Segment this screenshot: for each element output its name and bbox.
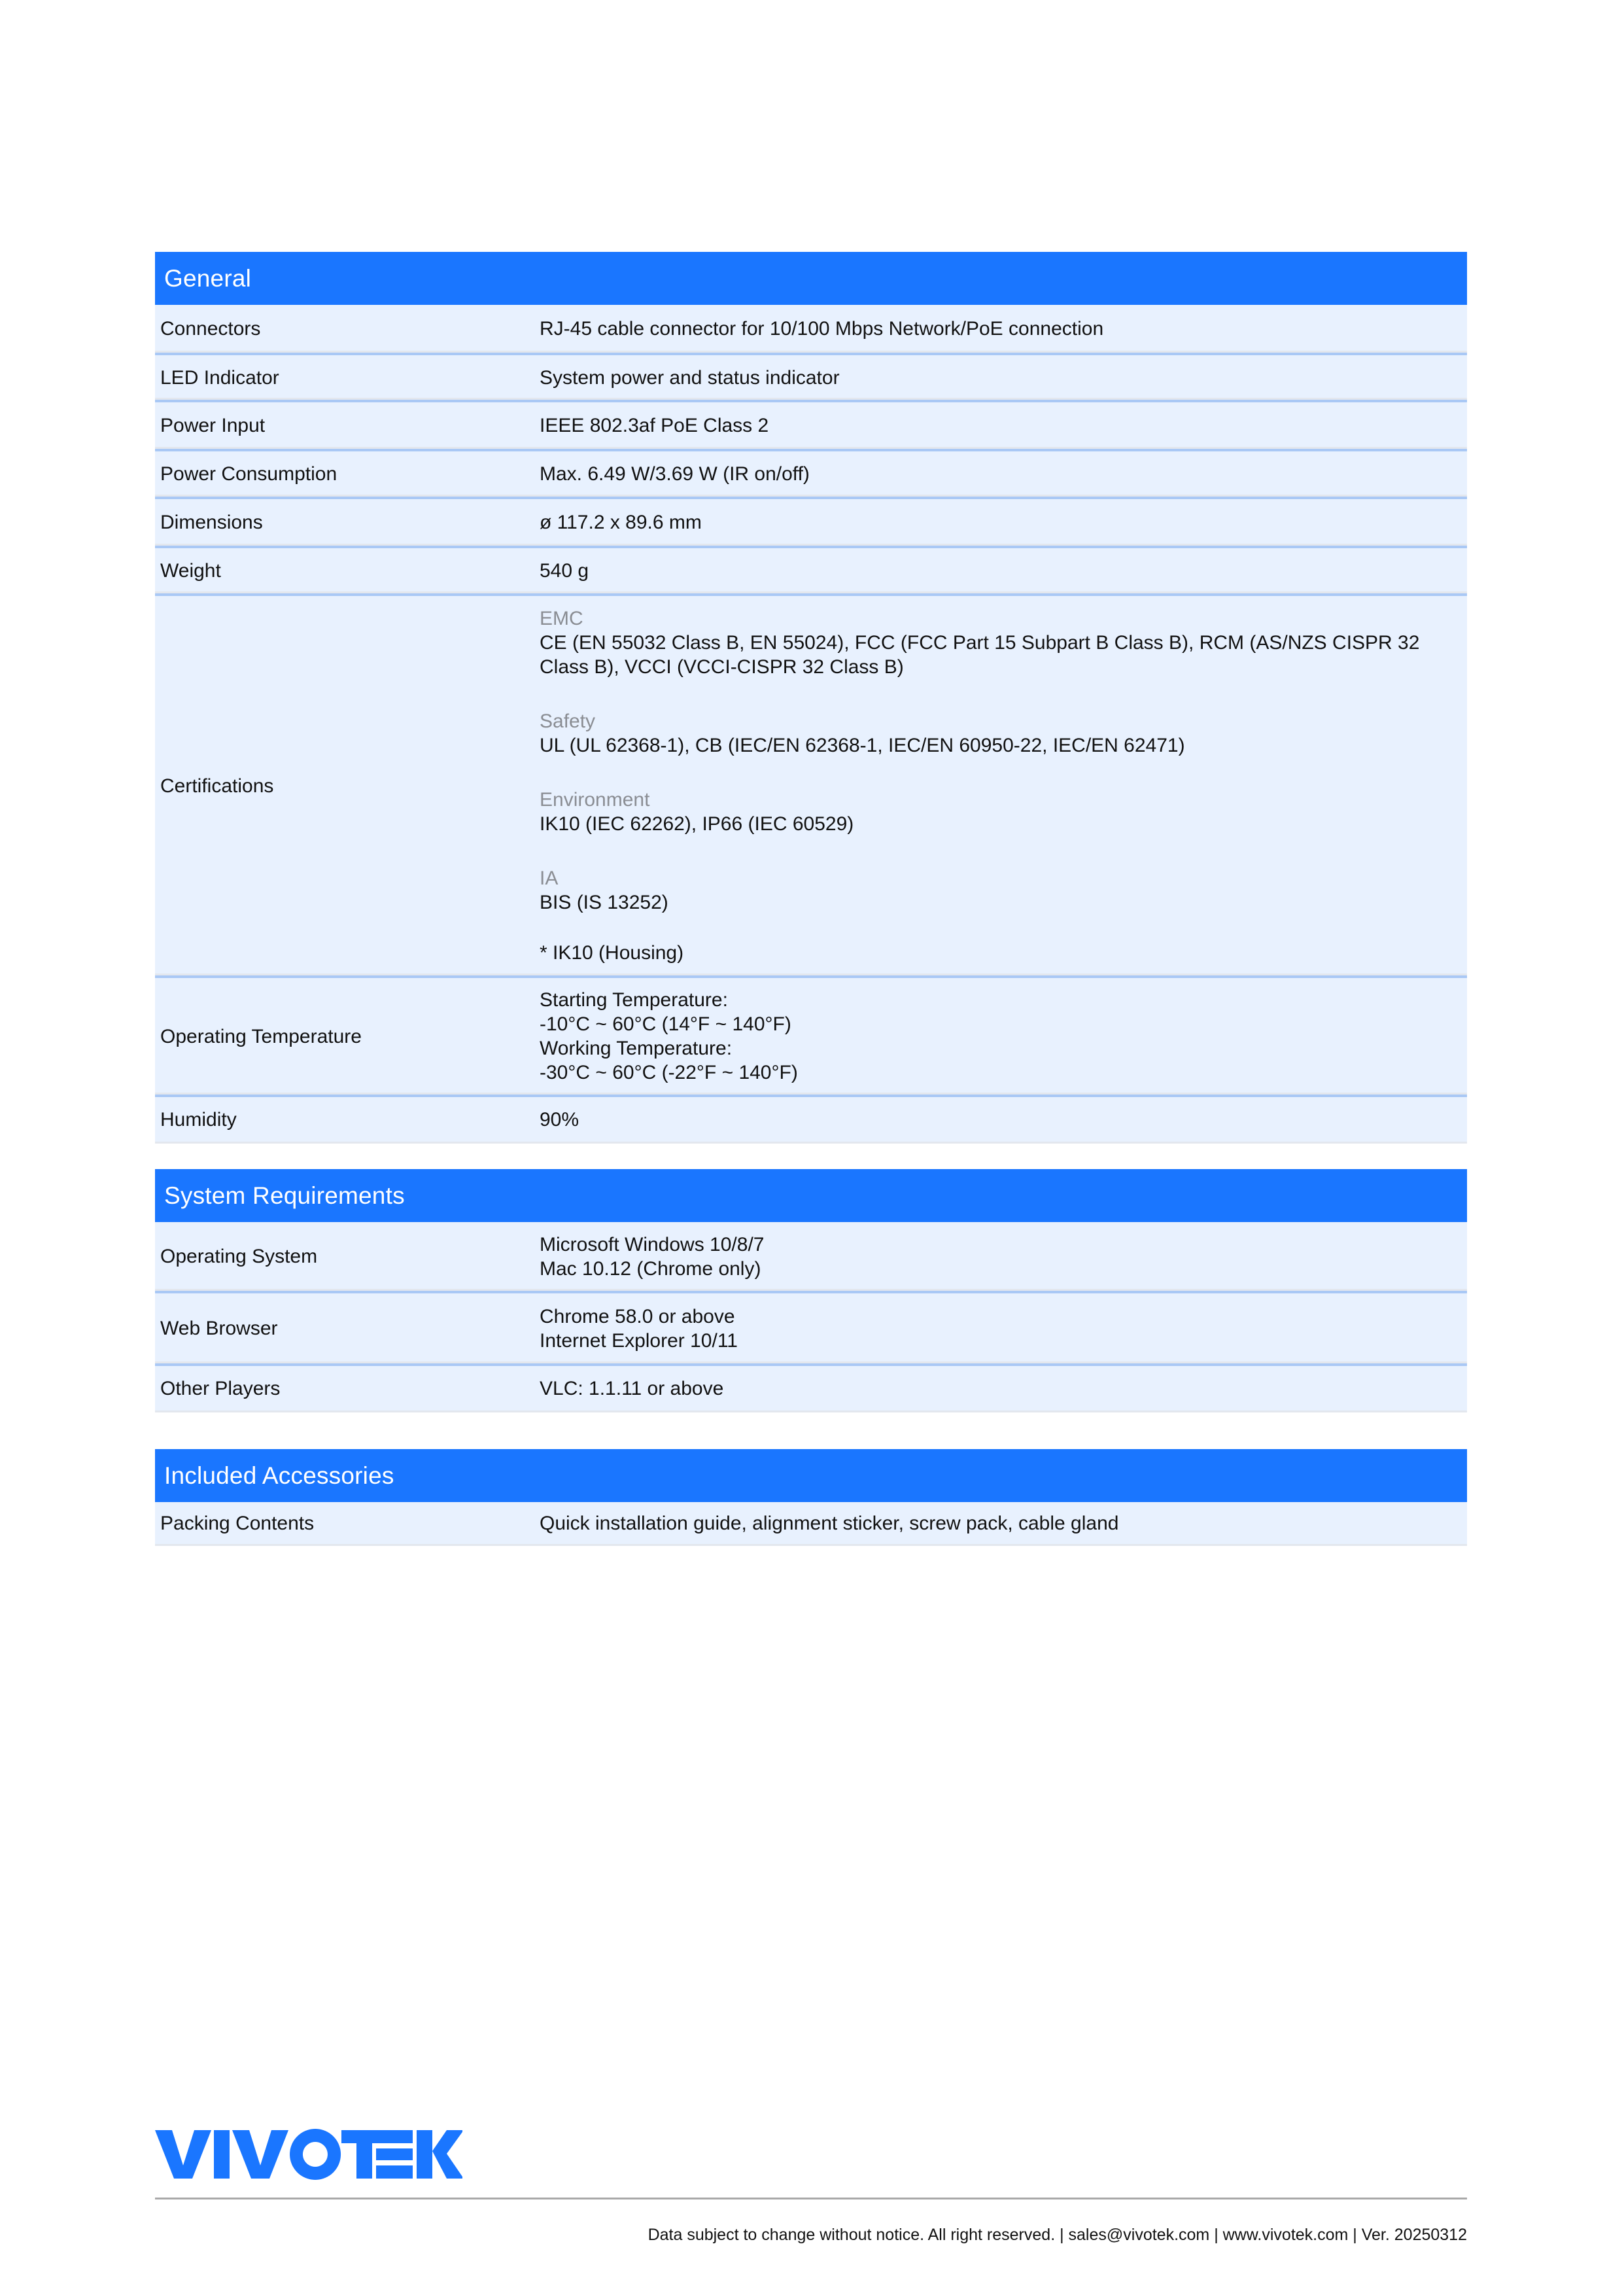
value-text: 90%	[540, 1108, 579, 1130]
row-value	[534, 499, 1467, 546]
temp-line-1: Starting Temperature:	[540, 989, 728, 1011]
vivotek-logo	[155, 2128, 462, 2181]
value-text: ø 117.2 x 89.6 mm	[540, 512, 702, 533]
value-text: RJ-45 cable connector for 10/100 Mbps Network/PoE connection	[540, 318, 1104, 340]
ia-value: BIS (IS 13252)	[540, 892, 668, 913]
included-accessories-table	[155, 1449, 1467, 1546]
row-value	[534, 402, 1467, 449]
table-row-humidity	[155, 1097, 1467, 1144]
table-row-led-indicator	[155, 355, 1467, 402]
table-row-packing-contents	[155, 1502, 1467, 1546]
table-row-web-browser	[155, 1293, 1467, 1366]
row-label: LED Indicator	[160, 366, 279, 389]
vivotek-logo-icon	[155, 2128, 462, 2181]
value-text: Quick installation guide, alignment sticker, screw pack, cable gland	[540, 1512, 1119, 1534]
system-requirements-table	[155, 1169, 1467, 1412]
row-value	[534, 1222, 1467, 1291]
row-label: Humidity	[160, 1108, 237, 1130]
row-value	[534, 548, 1467, 593]
footer-text: Data subject to change without notice. All right reserved. | sales@vivotek.com | www.vivotek.com | Ver. 20250312	[648, 2226, 1467, 2244]
table-row-dimensions	[155, 499, 1467, 548]
row-label: Connectors	[160, 318, 261, 340]
row-label: Power Consumption	[160, 463, 337, 485]
ia-title: IA	[540, 867, 559, 889]
table-row-connectors	[155, 305, 1467, 355]
table-row-power-consumption	[155, 451, 1467, 499]
spacer	[540, 836, 1467, 866]
row-label: Dimensions	[160, 512, 263, 533]
value-text: 540 g	[540, 560, 589, 582]
row-value	[534, 355, 1467, 400]
os-line-2: Mac 10.12 (Chrome only)	[540, 1257, 761, 1280]
row-label: Weight	[160, 560, 221, 582]
row-value	[534, 451, 1467, 497]
safety-value: UL (UL 62368-1), CB (IEC/EN 62368-1, IEC/EN 60950-22, IEC/EN 62471)	[540, 735, 1185, 756]
environment-title: Environment	[540, 789, 650, 811]
row-value	[534, 1366, 1467, 1410]
table-row-operating-temperature	[155, 978, 1467, 1097]
browser-line-2: Internet Explorer 10/11	[540, 1329, 738, 1352]
row-value	[534, 596, 1467, 975]
row-label: Operating System	[160, 1246, 318, 1267]
footer-divider	[155, 2198, 1467, 2199]
temp-line-4: -30°C ~ 60°C (-22°F ~ 140°F)	[540, 1062, 798, 1083]
spacer	[540, 758, 1467, 788]
section-header-system-requirements: System Requirements	[155, 1169, 1467, 1222]
value-text: IEEE 802.3af PoE Class 2	[540, 415, 769, 436]
table-row-weight	[155, 548, 1467, 596]
row-value	[534, 1097, 1467, 1142]
value-text: System power and status indicator	[540, 366, 840, 389]
value-text: VLC: 1.1.11 or above	[540, 1377, 724, 1399]
row-value	[534, 1293, 1467, 1363]
value-text: Max. 6.49 W/3.69 W (IR on/off)	[540, 463, 810, 485]
section-header-general: General	[155, 252, 1467, 305]
spacer	[540, 915, 1467, 941]
general-spec-table	[155, 252, 1467, 1144]
section-header-included-accessories: Included Accessories	[155, 1449, 1467, 1502]
row-value	[534, 1502, 1467, 1544]
temp-line-3: Working Temperature:	[540, 1038, 733, 1059]
table-row-operating-system	[155, 1222, 1467, 1293]
environment-value: IK10 (IEC 62262), IP66 (IEC 60529)	[540, 813, 854, 835]
row-value	[534, 305, 1467, 353]
emc-title: EMC	[540, 608, 583, 629]
row-label: Packing Contents	[160, 1512, 315, 1534]
row-label: Web Browser	[160, 1318, 278, 1339]
table-row-other-players	[155, 1366, 1467, 1412]
emc-line-2: Class B), VCCI (VCCI-CISPR 32 Class B)	[540, 656, 904, 678]
certification-note: * IK10 (Housing)	[540, 942, 684, 964]
spacer	[540, 679, 1467, 709]
safety-title: Safety	[540, 710, 596, 732]
os-line-1: Microsoft Windows 10/8/7	[540, 1233, 765, 1255]
temp-line-2: -10°C ~ 60°C (14°F ~ 140°F)	[540, 1013, 791, 1035]
browser-line-1: Chrome 58.0 or above	[540, 1305, 735, 1327]
table-row-certifications	[155, 596, 1467, 978]
row-label: Certifications	[160, 775, 274, 797]
emc-line-1: CE (EN 55032 Class B, EN 55024), FCC (FCC Part 15 Subpart B Class B), RCM (AS/NZS CISPR 32	[540, 632, 1420, 654]
row-label: Other Players	[160, 1377, 281, 1399]
row-label: Power Input	[160, 415, 266, 436]
table-row-power-input	[155, 402, 1467, 451]
row-value	[534, 978, 1467, 1095]
row-label: Operating Temperature	[160, 1025, 362, 1047]
